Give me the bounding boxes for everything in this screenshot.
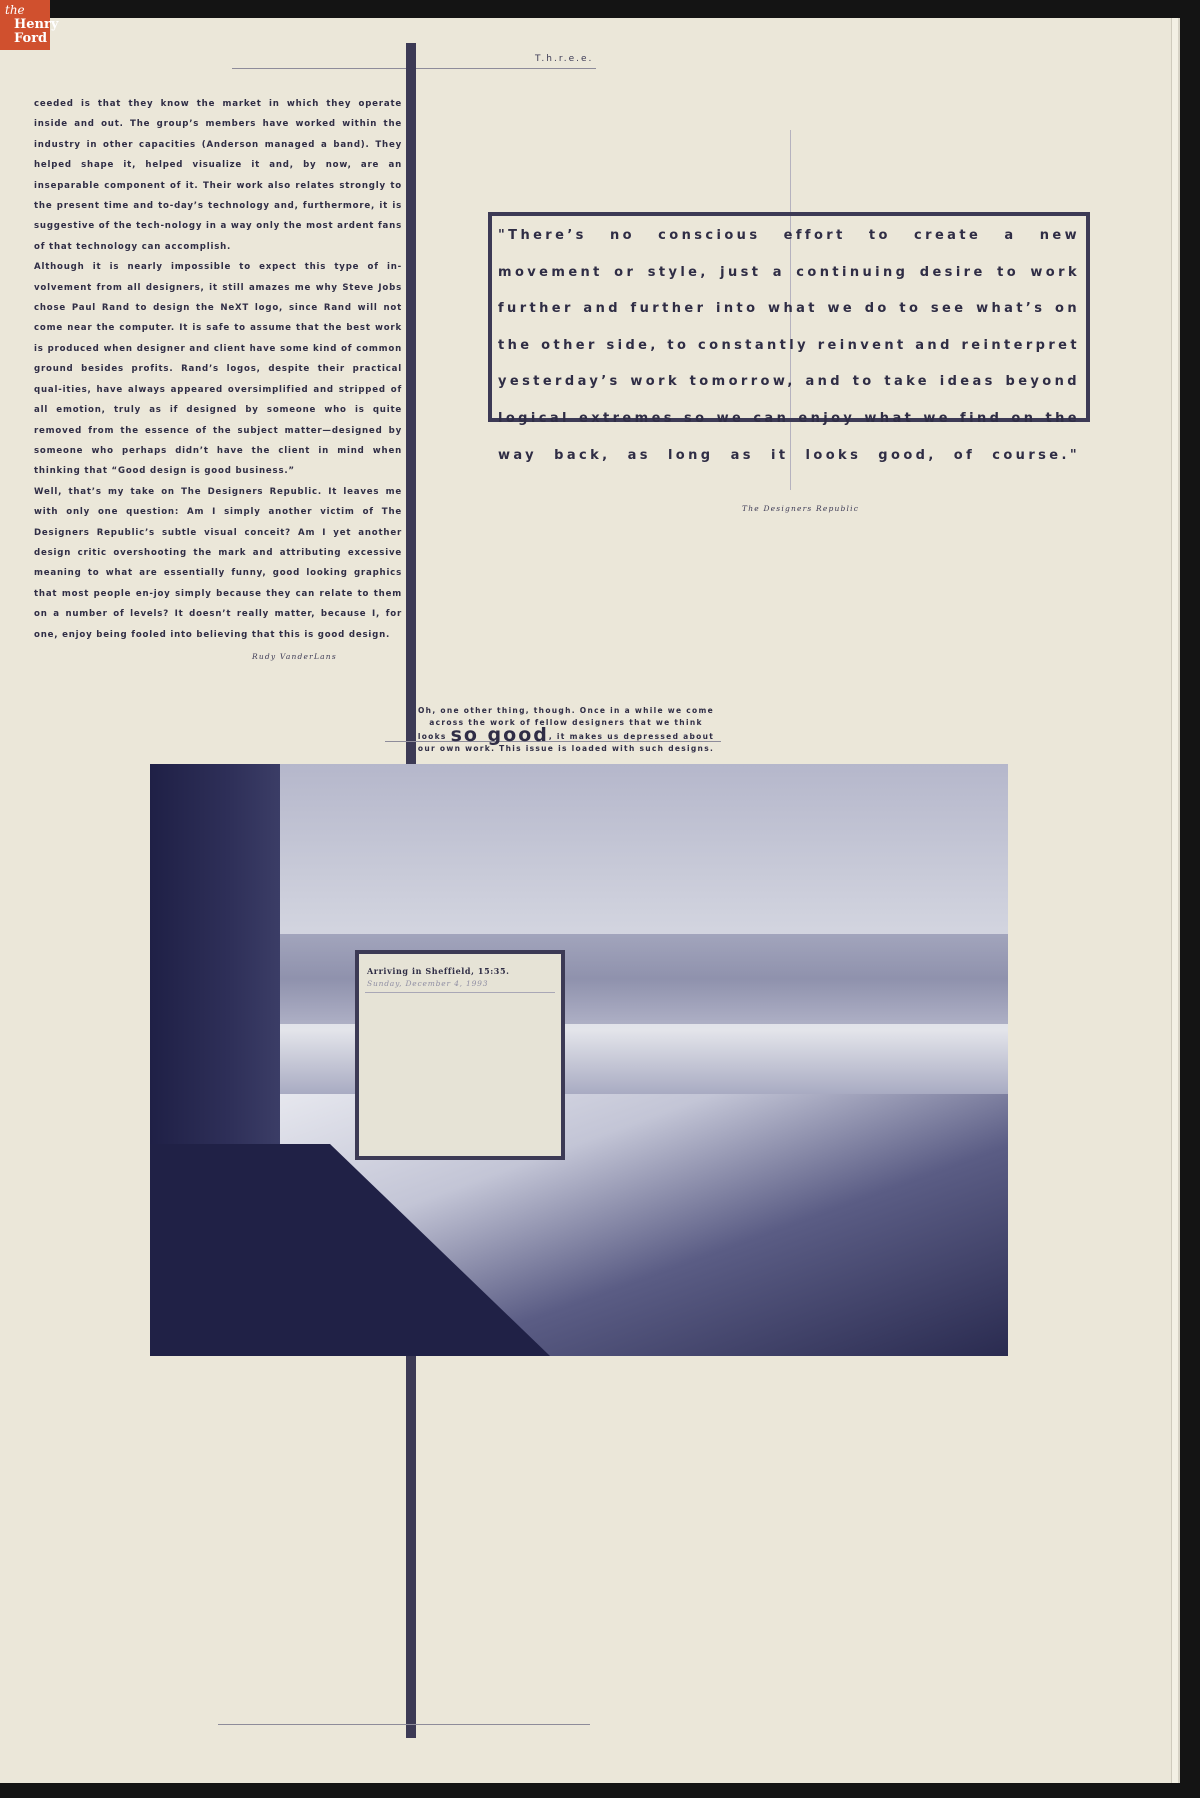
- train-window-photo: [150, 764, 1008, 1356]
- pull-quote-attribution: The Designers Republic: [742, 504, 860, 513]
- article-byline: Rudy VanderLans: [252, 652, 337, 661]
- bottom-rule: [218, 1724, 590, 1725]
- pull-quote-box: [488, 212, 1090, 463]
- logo-line-3: Ford: [14, 31, 48, 46]
- aside-emphasis: so good: [450, 724, 549, 746]
- logo-line-2: Henry: [14, 17, 59, 32]
- article-paragraph-2: Although it is nearly impossible to expect this type of in-volvement from all designers, it still amazes me why Steve Jobs chose Paul Rand to design the NeXT logo, since Rand will not come near the computer. It is safe to assume that the best work is produced when designer and client have some kind of common ground besides profits. Rand’s logos, despite their practical qual-ities, have always appeared oversimplified and stripped of all emotion, truly as if designed by someone who is quite removed from the essence of the subject matter—designed by someone who perhaps didn’t have the client in mind when thinking that “Good design is good business.”: [34, 262, 402, 477]
- article-paragraph-1: ceeded is that they know the market in which they operate inside and out. The group’s members have worked within the industry in other capacities (Anderson managed a band). They helped shape it, helped visualize it and, by now, are an inseparable component of it. Their work also relates strongly to the present time and to-day’s technology and, furthermore, it is suggestive of the tech-nology in a way only the most ardent fans of that technology can accomplish.: [34, 99, 402, 252]
- aside-text-before: Oh, one other thing, though. Once in a while we come across the work of fellow designers that we think looks: [417, 706, 714, 741]
- page-edge: [1171, 18, 1178, 1783]
- caption-title: Arriving in Sheffield, 15:35.: [367, 966, 510, 976]
- caption-date: Sunday, December 4, 1993: [367, 979, 489, 988]
- henry-ford-logo: [0, 0, 59, 50]
- article-paragraph-3: Well, that’s my take on The Designers Republic. It leaves me with only one question: Am I simply another victim of The Designers Republic’s subtle visual conceit? Am I yet another design critic overshooting the mark and attributing excessive meaning to what are essentially funny, good looking graphics that most people en-joy simply because they can relate to them on a number of levels? It doesn’t really matter, because I, for one, enjoy being fooled into believing that this is good design.: [34, 486, 402, 640]
- caption-divider: [365, 992, 555, 993]
- pull-quote-text: "There’s no conscious effort to create a new movement or style, just a continuing desire to work further and further into what we do to see what’s on the other side, to constantly reinvent and reinterpret yesterday’s work tomorrow, and to take ideas beyond logical extremes so we can enjoy what we find on the way back, as long as it looks good, of course.": [498, 228, 1080, 463]
- page-runner: T.h.r.e.e.: [535, 54, 594, 64]
- aside-text-after: , it makes us depressed about our own work. This issue is loaded with such designs.: [417, 732, 715, 753]
- photo-caption-box: [355, 950, 565, 1160]
- aside-note: [416, 705, 716, 755]
- logo-line-1: the: [5, 3, 25, 17]
- article-text: [34, 94, 402, 645]
